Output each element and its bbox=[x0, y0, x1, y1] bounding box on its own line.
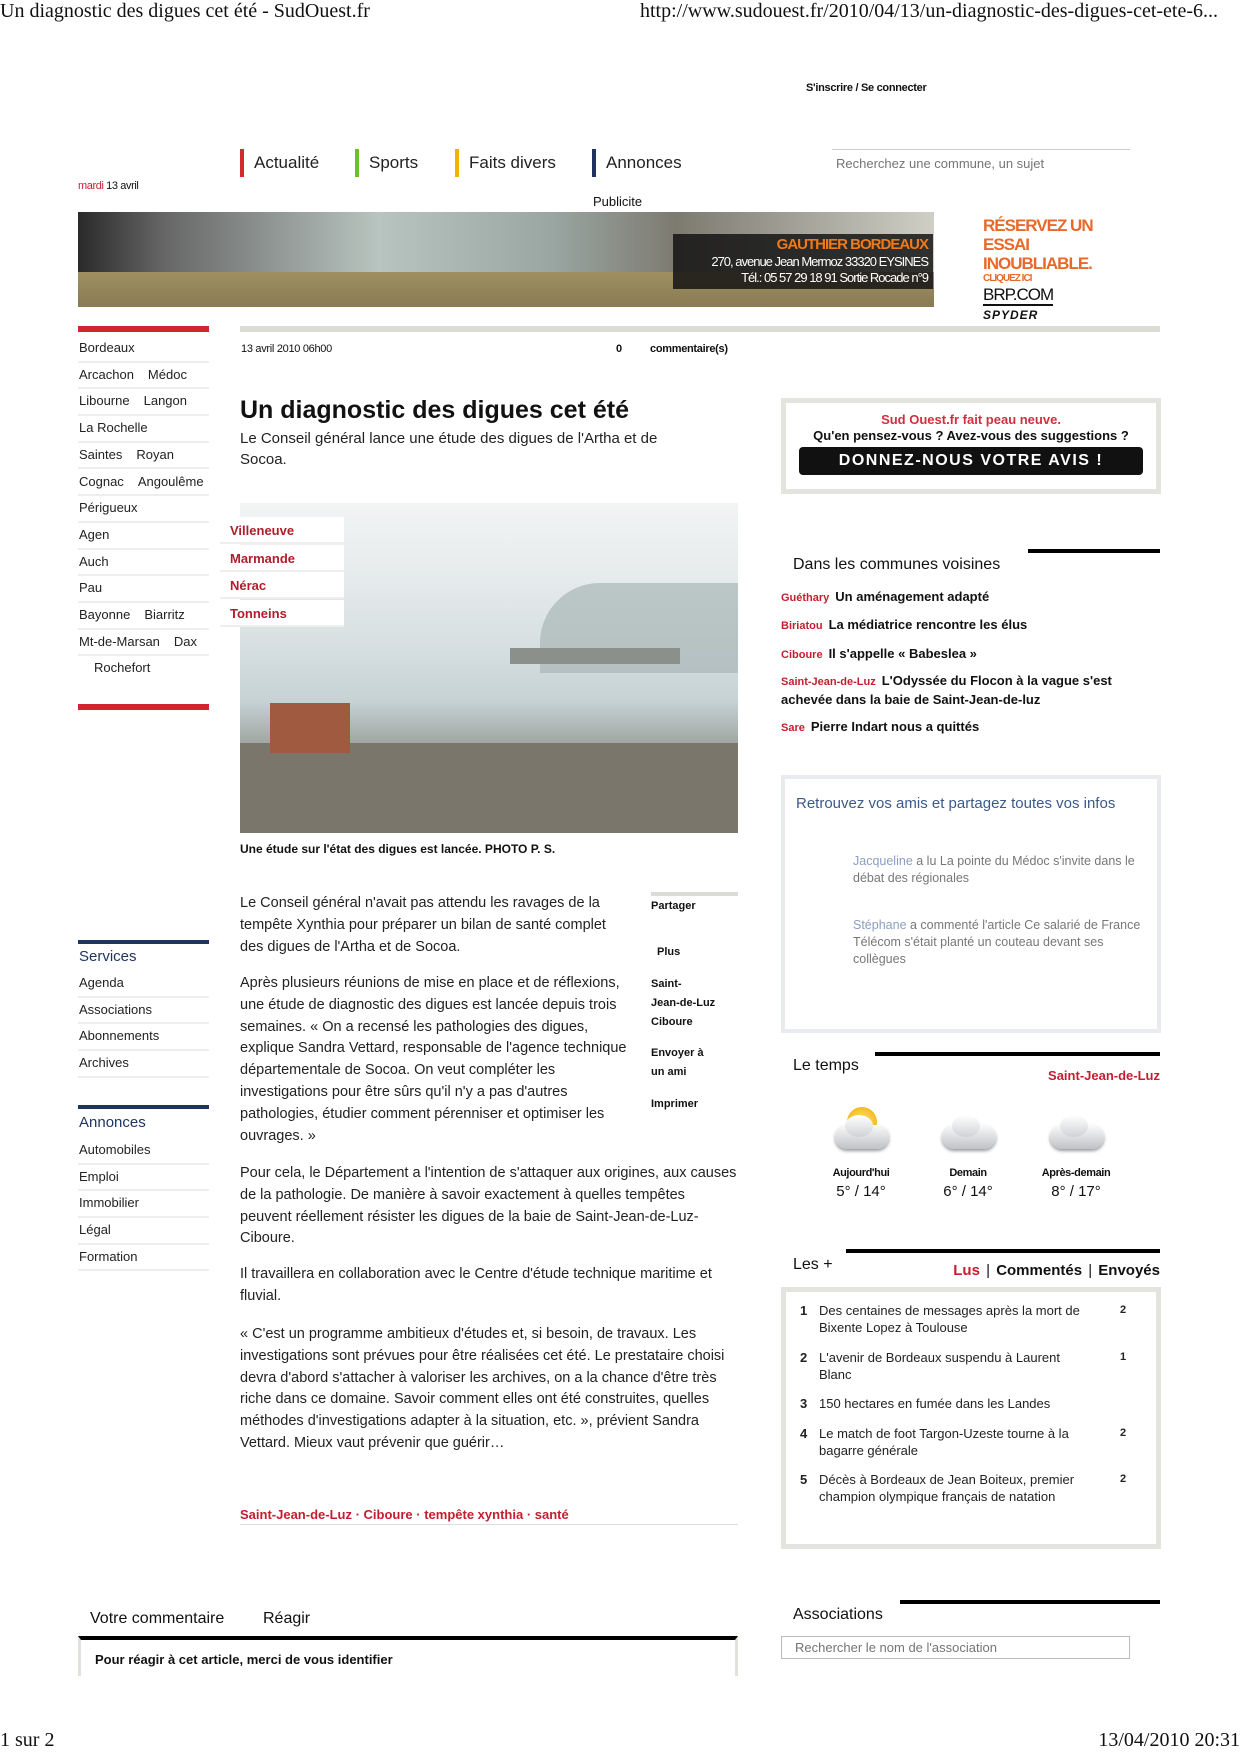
nav-sports[interactable]: Sports bbox=[355, 149, 418, 177]
weekday: mardi bbox=[78, 180, 104, 192]
city-row bbox=[78, 470, 209, 497]
article-paragraph: Pour cela, le Département a l'intention de s'attaquer aux origines, aux causes de la pathologie. De manière à savoir exactement à quelles tempêtes peuvent réellement résister les digues de la baie de Saint-Jean-de-Luz-Ciboure. bbox=[240, 1165, 737, 1247]
ad-site: BRP.COM bbox=[983, 285, 1054, 304]
tag-link[interactable]: santé bbox=[534, 1507, 569, 1522]
article-subtitle: Le Conseil général lance une étude des digues de l'Artha et de Socoa. bbox=[240, 430, 658, 468]
commune-name[interactable]: Saint-Jean-de-Luz bbox=[781, 676, 876, 688]
commune-news-title[interactable]: La médiatrice rencontre les élus bbox=[828, 617, 1028, 632]
agen-submenu-item[interactable]: Villeneuve bbox=[220, 517, 344, 544]
commune-name[interactable]: Guéthary bbox=[781, 592, 830, 604]
photo-caption: Une étude sur l'état des digues est lancée. PHOTO P. S. bbox=[240, 842, 556, 856]
city-link[interactable]: La Rochelle bbox=[79, 420, 148, 436]
city-link[interactable]: Agen bbox=[79, 526, 110, 542]
city-row bbox=[78, 576, 209, 603]
city-row bbox=[78, 389, 209, 416]
commune-news-item[interactable] bbox=[781, 645, 1161, 664]
weather-day bbox=[1016, 1105, 1136, 1200]
annonces-item[interactable]: Automobiles bbox=[78, 1138, 209, 1165]
most-comment-count: 2 bbox=[1120, 1304, 1127, 1316]
commune-news-title[interactable]: Un aménagement adapté bbox=[835, 589, 990, 604]
commune-news-title[interactable]: Pierre Indart nous a quittés bbox=[810, 719, 980, 734]
ad-brand-logo: SPYDER bbox=[983, 308, 1039, 322]
tab-votre-commentaire[interactable]: Votre commentaire bbox=[90, 1610, 225, 1627]
ad-label: Publicite bbox=[593, 194, 643, 209]
commune-news-title[interactable]: Il s'appelle « Babeslea » bbox=[828, 646, 977, 661]
association-search-input[interactable] bbox=[781, 1636, 1130, 1659]
city-row bbox=[78, 550, 209, 577]
place-link[interactable]: Jean-de-Luz bbox=[651, 997, 716, 1009]
ad-dealer: GAUTHIER BORDEAUX bbox=[776, 236, 928, 253]
most-rank: 2 bbox=[800, 1350, 808, 1365]
most-comment-count: 2 bbox=[1120, 1427, 1127, 1439]
feedback-button[interactable]: DONNEZ-NOUS VOTRE AVIS ! bbox=[799, 447, 1143, 475]
most-title-link[interactable]: 150 hectares en fumée dans les Landes bbox=[819, 1396, 1051, 1411]
city-link[interactable]: Mt-de-Marsan bbox=[79, 633, 160, 649]
city-link[interactable]: Périgueux bbox=[79, 500, 138, 516]
commune-news-item[interactable] bbox=[781, 672, 1161, 708]
day-month: 13 avril bbox=[106, 180, 139, 192]
commune-news-title[interactable]: L'Odyssée du Flocon à la vague s'est achevée dans la baie de Saint-Jean-de-luz bbox=[781, 673, 1112, 707]
social-activity bbox=[853, 853, 1143, 887]
send-friend-link[interactable]: Envoyer à bbox=[651, 1047, 704, 1059]
left-nav-bottom-bar bbox=[78, 704, 209, 710]
article-paragraph: Le Conseil général n'avait pas attendu les ravages de la tempête Xynthia pour préparer un bilan de santé complet des digues de l'Artha et de Socoa. bbox=[240, 895, 606, 955]
ad-banner[interactable] bbox=[78, 212, 934, 307]
social-user[interactable]: Stéphane bbox=[853, 918, 907, 932]
commune-news-item[interactable] bbox=[781, 588, 1161, 607]
ad-cta-line: RÉSERVEZ UN bbox=[983, 216, 1093, 235]
agen-submenu-item[interactable]: Nérac bbox=[220, 572, 344, 599]
most-title: Les + bbox=[793, 1256, 833, 1273]
most-rank: 5 bbox=[800, 1472, 808, 1487]
commune-name[interactable]: Ciboure bbox=[781, 649, 823, 661]
most-title-link[interactable]: Des centaines de messages après la mort de Bixente Lopez à Toulouse bbox=[819, 1303, 1080, 1335]
commune-name[interactable]: Biriatou bbox=[781, 620, 823, 632]
city-link[interactable]: Pau bbox=[79, 580, 103, 596]
cloud-icon bbox=[938, 1105, 998, 1155]
tab-separator: | bbox=[986, 1262, 991, 1279]
article-paragraph: Il travaillera en collaboration avec le Centre d'étude technique maritime et fluvial. bbox=[240, 1266, 712, 1304]
agen-submenu-item[interactable]: Marmande bbox=[220, 545, 344, 572]
nav-faits-divers[interactable]: Faits divers bbox=[455, 149, 556, 177]
social-text[interactable]: a commenté l'article Ce salarié de France Télécom s'était planté un couteau devant ses collègues bbox=[853, 918, 1141, 966]
weather-city[interactable]: Saint-Jean-de-Luz bbox=[1048, 1068, 1160, 1083]
weather-bar bbox=[875, 1052, 1160, 1056]
annonces-item[interactable]: Emploi bbox=[78, 1165, 209, 1192]
city-link[interactable]: Libourne bbox=[79, 393, 130, 409]
login-link[interactable]: S'inscrire / Se connecter bbox=[806, 82, 927, 94]
city-link[interactable]: Royan bbox=[136, 446, 174, 462]
tab-envoyes[interactable]: Envoyés bbox=[1098, 1262, 1160, 1279]
most-comment-count: 2 bbox=[1120, 1473, 1127, 1485]
city-link[interactable]: Angoulême bbox=[137, 473, 204, 489]
most-rank: 3 bbox=[800, 1396, 808, 1411]
social-text[interactable]: a lu La pointe du Médoc s'invite dans le débat des régionales bbox=[853, 854, 1135, 885]
city-link[interactable]: Bordeaux bbox=[79, 340, 135, 355]
feedback-box[interactable] bbox=[781, 398, 1161, 494]
city-row bbox=[78, 443, 209, 470]
social-title: Retrouvez vos amis et partagez toutes vos infos bbox=[796, 795, 1116, 812]
current-date bbox=[78, 180, 138, 192]
most-title-link[interactable]: Décès à Bordeaux de Jean Boiteux, premier champion olympique français de natation bbox=[819, 1472, 1075, 1504]
share-more-button[interactable]: Plus bbox=[657, 946, 681, 958]
weather-day bbox=[908, 1105, 1028, 1200]
social-activity bbox=[853, 917, 1143, 968]
article-paragraph: Après plusieurs réunions de mise en place et de réflexions, une étude de diagnostic des digues est lancée depuis trois semaines. « On a recensé les pathologies des digues, explique Sandra Vettard, responsable de l'agence technique départementale de Socoa. On veut compléter les investigations pour être sûrs qu'il n'y a pas d'autres pathologies, étudier comment pérenniser et optimiser les ouvrages. » bbox=[240, 975, 627, 1144]
sun-cloud-icon bbox=[831, 1105, 891, 1155]
comments-link[interactable]: commentaire(s) bbox=[650, 343, 728, 355]
weather-day-label: Demain bbox=[949, 1167, 987, 1179]
most-rank: 4 bbox=[800, 1426, 808, 1441]
services-item[interactable]: Abonnements bbox=[78, 1024, 209, 1051]
tag-link[interactable]: Saint-Jean-de-Luz bbox=[240, 1507, 352, 1522]
ad-cta-line: ESSAI INOUBLIABLE. bbox=[983, 235, 1092, 273]
social-user[interactable]: Jacqueline bbox=[853, 854, 913, 868]
tag-link[interactable]: tempête xynthia bbox=[424, 1507, 524, 1522]
city-row bbox=[78, 416, 209, 443]
nav-annonces[interactable]: Annonces bbox=[592, 149, 682, 177]
tags bbox=[240, 1507, 738, 1525]
commune-news-item[interactable] bbox=[781, 616, 1161, 635]
tag-separator: · bbox=[351, 1507, 364, 1522]
annonces-item[interactable]: Légal bbox=[78, 1218, 209, 1245]
article-paragraph: « C'est un programme ambitieux d'études et, si besoin, de travaux. Les investigations sont prévues pour être réalisées cet été. Le prestataire choisi devra d'abord s'attacher à valoriser les archives, on a la chance d'être très riche dans ce domaine. Savoir comment elles ont été construites, quelles méthodes d'investigations adapter à la situation, etc. », prévient Sandra Vettard. Mieux vaut prévenir que guérir… bbox=[240, 1326, 725, 1451]
comment-count: 0 bbox=[616, 343, 623, 355]
city-link[interactable]: Langon bbox=[143, 393, 187, 409]
ad-cta[interactable] bbox=[983, 216, 1133, 325]
article-top-bar bbox=[240, 326, 1160, 332]
tab-lus[interactable]: Lus bbox=[953, 1262, 980, 1279]
tag-separator: · bbox=[523, 1507, 535, 1522]
ad-cta-click: CLIQUEZ ICI bbox=[983, 273, 1032, 284]
city-link[interactable]: Arcachon bbox=[79, 366, 134, 382]
services-item[interactable]: Agenda bbox=[78, 971, 209, 998]
feedback-line1: Sud Ouest.fr fait peau neuve. bbox=[881, 412, 1061, 427]
city-link[interactable]: Bayonne bbox=[79, 607, 131, 622]
tab-separator: | bbox=[1088, 1262, 1093, 1279]
print-page-number: 1 sur 2 bbox=[0, 1729, 55, 1751]
article-title: Un diagnostic des digues cet été bbox=[240, 396, 629, 424]
city-link[interactable]: Cognac bbox=[79, 473, 124, 489]
ad-phone: Tél.: 05 57 29 18 91 Sortie Rocade n°9 bbox=[741, 270, 928, 285]
tag-link[interactable]: Ciboure bbox=[363, 1507, 413, 1522]
annonces-bar bbox=[78, 1105, 209, 1109]
city-link[interactable]: Auch bbox=[79, 553, 109, 569]
tab-commentes[interactable]: Commentés bbox=[996, 1262, 1083, 1279]
city-link[interactable]: Dax bbox=[173, 633, 198, 649]
weather-temp: 5° / 14° bbox=[836, 1183, 886, 1200]
print-page-title: Un diagnostic des digues cet été - SudOuest.fr bbox=[0, 0, 370, 22]
cloud-icon bbox=[1046, 1105, 1106, 1155]
comment-login-box bbox=[78, 1636, 738, 1676]
print-datetime: 13/04/2010 20:31 bbox=[1098, 1729, 1240, 1751]
weather-temp: 8° / 17° bbox=[1051, 1183, 1101, 1200]
search-input[interactable] bbox=[832, 149, 1130, 177]
share-bar bbox=[651, 892, 738, 896]
services-item[interactable]: Associations bbox=[78, 998, 209, 1025]
services-item[interactable]: Archives bbox=[78, 1051, 209, 1078]
weather-day-label: Après-demain bbox=[1041, 1167, 1111, 1179]
most-rank: 1 bbox=[800, 1303, 808, 1318]
tab-reagir[interactable]: Réagir bbox=[263, 1610, 311, 1627]
most-tabs bbox=[953, 1262, 1160, 1279]
weather-day bbox=[801, 1105, 921, 1200]
city-row bbox=[78, 336, 209, 363]
annonces-item[interactable]: Formation bbox=[78, 1245, 209, 1272]
left-nav-top-bar bbox=[78, 326, 209, 332]
most-title-link[interactable]: L'avenir de Bordeaux suspendu à Laurent Blanc bbox=[819, 1350, 1060, 1382]
most-comment-count: 1 bbox=[1120, 1351, 1127, 1363]
city-row bbox=[78, 656, 209, 683]
weather-temp: 6° / 14° bbox=[943, 1183, 993, 1200]
article-datetime: 13 avril 2010 06h00 bbox=[241, 343, 332, 355]
associations-title: Associations bbox=[793, 1606, 883, 1623]
city-row bbox=[78, 523, 209, 550]
nav-actualite[interactable]: Actualité bbox=[240, 149, 319, 177]
weather-day-label: Aujourd'hui bbox=[832, 1167, 890, 1179]
most-title-link[interactable]: Le match de foot Targon-Uzeste tourne à la bagarre générale bbox=[819, 1426, 1069, 1458]
annonces-item[interactable]: Immobilier bbox=[78, 1191, 209, 1218]
agen-submenu-item[interactable]: Tonneins bbox=[220, 600, 344, 627]
city-row bbox=[78, 630, 209, 657]
social-box bbox=[781, 775, 1161, 1033]
login-required-msg[interactable]: Pour réagir à cet article, merci de vous identifier bbox=[95, 1652, 393, 1667]
city-link[interactable]: Médoc bbox=[147, 366, 187, 382]
print-page-url: http://www.sudouest.fr/2010/04/13/un-diagnostic-des-digues-cet-ete-6... bbox=[640, 0, 1219, 22]
place-link-ciboure[interactable]: Ciboure bbox=[651, 1016, 693, 1028]
services-bar bbox=[78, 940, 209, 944]
place-link[interactable]: Saint- bbox=[651, 978, 682, 990]
city-link[interactable]: Rochefort bbox=[94, 660, 151, 676]
annonces-title: Annonces bbox=[79, 1114, 146, 1131]
communes-bar bbox=[1028, 549, 1160, 553]
city-row bbox=[78, 496, 209, 523]
share-button[interactable]: Partager bbox=[651, 900, 696, 912]
city-row bbox=[78, 603, 209, 630]
communes-title: Dans les communes voisines bbox=[793, 556, 1001, 573]
city-link[interactable]: Biarritz bbox=[144, 607, 185, 622]
weather-title: Le temps bbox=[793, 1057, 859, 1074]
print-link[interactable]: Imprimer bbox=[651, 1098, 699, 1110]
city-link[interactable]: Saintes bbox=[79, 446, 123, 462]
send-friend-link[interactable]: un ami bbox=[651, 1066, 687, 1078]
ad-address: 270, avenue Jean Mermoz 33320 EYSINES bbox=[711, 254, 928, 269]
services-title: Services bbox=[79, 948, 137, 965]
commune-news-item[interactable] bbox=[781, 718, 1161, 737]
feedback-line2: Qu'en pensez-vous ? Avez-vous des suggestions ? bbox=[813, 428, 1129, 443]
city-row bbox=[78, 363, 209, 390]
commune-name[interactable]: Sare bbox=[781, 722, 805, 734]
most-bar bbox=[846, 1249, 1160, 1253]
tag-separator: · bbox=[412, 1507, 425, 1522]
associations-bar bbox=[900, 1600, 1160, 1604]
